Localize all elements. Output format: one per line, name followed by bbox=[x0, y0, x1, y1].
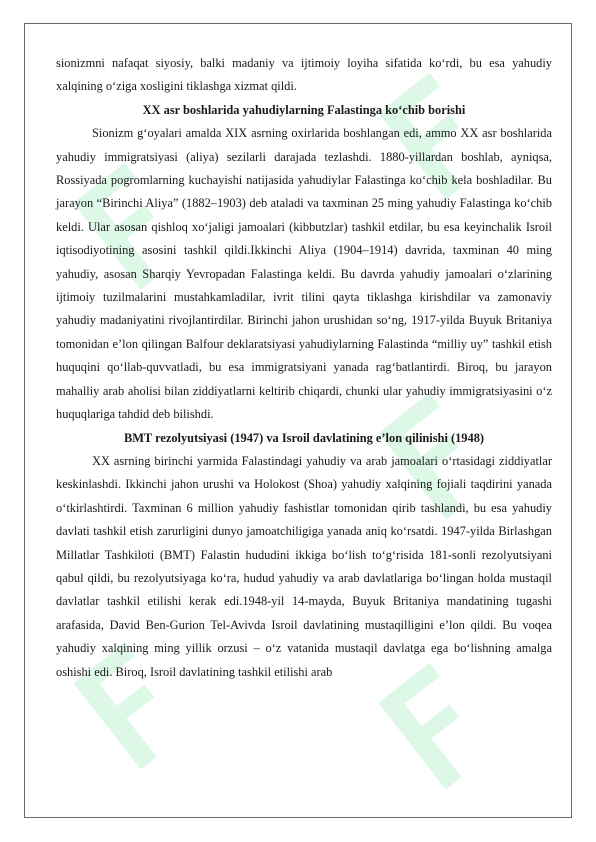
paragraph-un-resolution: XX asrning birinchi yarmida Falastindagi yahudiy va arab jamoalari oʻrtasidagi ziddiyatlar keskinlashdi. Ikkinchi jahon urushi va Holokost (Shoa) yahudiy xalqining fojiali taqdirini yanada oʻtkirlashtirdi. Taxminan 6 million yahudiy fashistlar tomonidan qirib tashlandi, bu esa yahudiy davlati tashkil etish zarurligini dunyo jamoatchiligiga yanada aniq koʻrsatdi. 1947-yilda Birlashgan Millatlar Tashkiloti (BMT) Falastin hududini ikkiga boʻlish toʻgʻrisida 181-sonli rezolyutsiyani qabul qildi, bu rezolyutsiyaga koʻra, hudud yahudiy va arab davlatlariga boʻlingan holda mustaqil davlatlar tashkil etilishi kerak edi.1948-yil 14-mayda, Buyuk Britaniya mandatining tugashi arafasida, David Ben-Gurion Tel-Avivda Isroil davlatining mustaqilligini e’lon qildi. Bu voqea yahudiy xalqining ming yillik orzusi – oʻz vatanida mustaqil davlatga ega boʻlishning amalga oshishi edi. Biroq, Isroil davlatining tashkil etilishi arab bbox=[56, 453, 552, 679]
section-heading-aliya: XX asr boshlarida yahudiylarning Falastinga koʻchib borishi bbox=[142, 102, 466, 117]
document-body bbox=[56, 52, 552, 684]
paragraph-aliya: Sionizm gʻoyalari amalda XIX asrning oxirlarida boshlangan edi, ammo XX asr boshlarida yahudiy immigratsiyasi (aliya) sezilarli darajada tezlashdi. 1880-yillardan boshlab, ayniqsa, Rossiyada pogromlarning kuchayishi natijasida yahudiylar Falastinga koʻchib kela boshladilar. Bu jarayon “Birinchi Aliya” (1882–1903) deb ataladi va taxminan 25 ming yahudiy Falastinga koʻchib keldi. Ular asosan qishloq xoʻjaligi jamoalari (kibbutzlar) tashkil etdilar, bu esa keyinchalik Isroil iqtisodiyotining asosini tashkil qildi.Ikkinchi Aliya (1904–1914) davrida, taxminan 40 ming yahudiy, asosan Sharqiy Yevropadan Falastinga keldi. Bu davrda yahudiy jamoalari oʻzlarining ijtimoiy tuzilmalarini mustahkamladilar, ivrit tilini qayta tiklashga kirishdilar va zamonaviy yahudiy madaniyatini rivojlantirdilar. Birinchi jahon urushidan soʻng, 1917-yilda Buyuk Britaniya tomonidan e’lon qilingan Balfour deklaratsiyasi yahudiylarning Falastinda “milliy uy” tashkil etish huquqini qoʻllab-quvvatladi, bu esa immigratsiyani yanada ragʻbatlantirdi. Biroq, bu jarayon mahalliy arab aholisi bilan ziddiyatlarni keltirib chiqardi, chunki ular yahudiy immigratsiyasini oʻz huquqlariga tahdid deb bilishdi. bbox=[56, 126, 552, 422]
section-heading-un-resolution: BMT rezolyutsiyasi (1947) va Isroil davlatining e’lon qilinishi (1948) bbox=[123, 430, 485, 445]
paragraph-intro: sionizmni nafaqat siyosiy, balki madaniy va ijtimoiy loyiha sifatida koʻrdi, bu esa yahudiy xalqining oʻziga xosligini tiklashga xizmat qildi. bbox=[56, 56, 552, 94]
